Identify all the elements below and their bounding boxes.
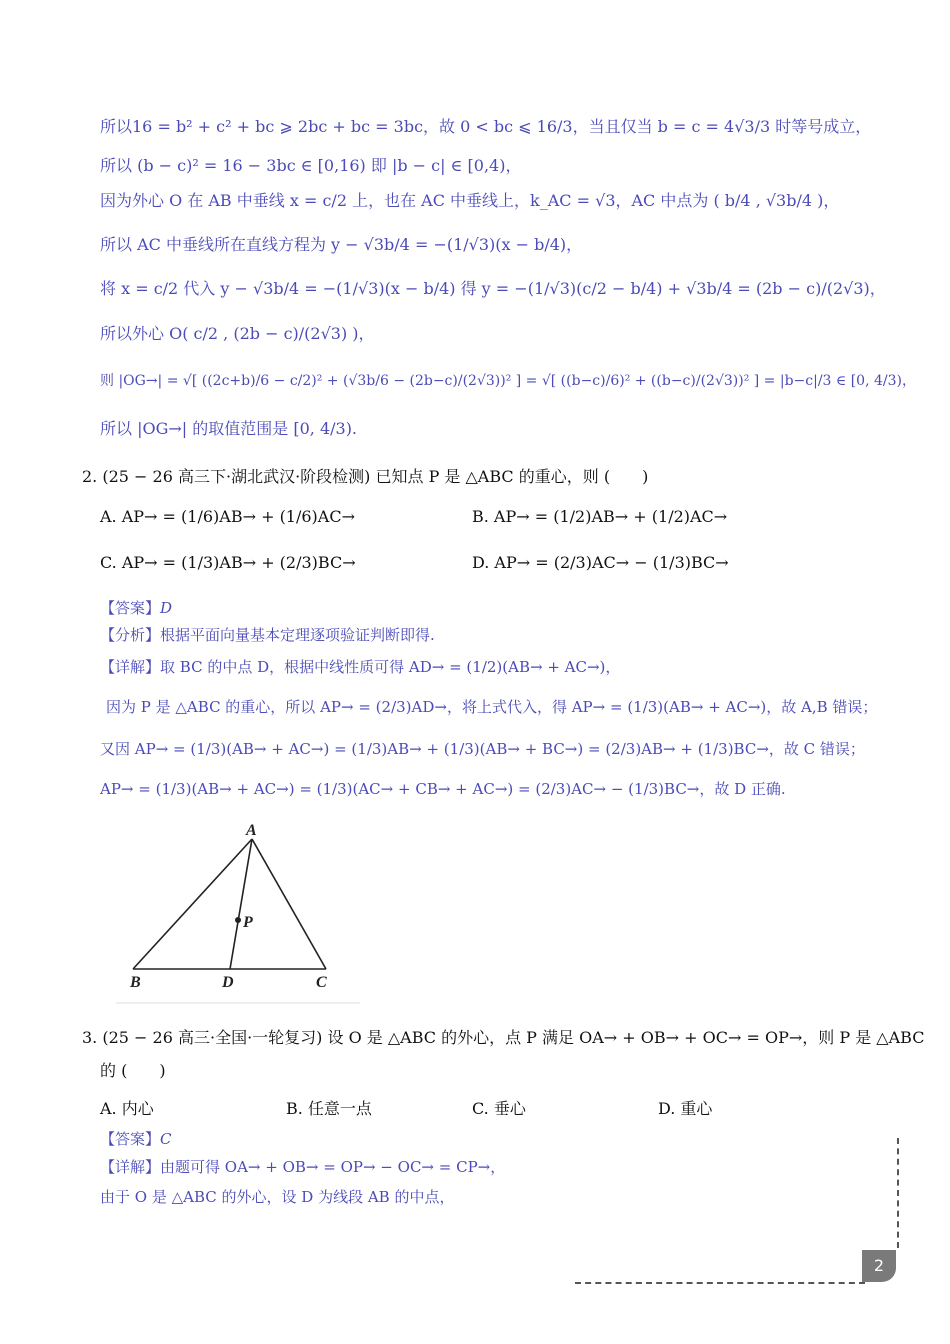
solution-line-5: 将 x = c/2 代入 y − √3b/4 = −(1/√3)(x − b/4) 得 y = −(1/√3)(c/2 − b/4) + √3b/4 = (2b − c)/(2√3)， bbox=[100, 279, 886, 298]
q2-analysis-row bbox=[100, 624, 435, 645]
q2-stem: 2. (25 − 26 高三下·湖北武汉·阶段检测) 已知点 P 是 △ABC 的重心，则 ( ) bbox=[82, 467, 649, 486]
page-border-dash-vertical bbox=[897, 1138, 899, 1248]
q3-detail-row bbox=[100, 1156, 505, 1177]
q3-option-d[interactable]: D. 重心 bbox=[658, 1099, 713, 1118]
q3-option-b[interactable]: B. 任意一点 bbox=[286, 1099, 372, 1118]
triangle-figure bbox=[116, 815, 360, 1005]
answer-tag: 【答案】 bbox=[100, 599, 161, 617]
label-a: A bbox=[246, 822, 257, 839]
q3-option-a[interactable]: A. 内心 bbox=[100, 1099, 154, 1118]
q3-stem-line-1: 3. (25 − 26 高三·全国·一轮复习) 设 O 是 △ABC 的外心，点 P 满足 OA→ + OB→ + OC→ = OP→，则 P 是 △ABC bbox=[82, 1028, 925, 1047]
solution-line-7: 则 |OG→| = √[ ((2c+b)/6 − c/2)² + (√3b/6 − (2b−c)/(2√3))² ] = √[ ((b−c)/6)² + ((b−c)/(2√3))² ] = |b−c|/3 ∈ [0, 4/3)， bbox=[100, 373, 916, 389]
q2-detail-line-2: 因为 P 是 △ABC 的重心，所以 AP→ = (2/3)AD→，将上式代入，得 AP→ = (1/3)(AB→ + AC→)，故 A,B 错误； bbox=[106, 698, 878, 716]
q2-detail-row bbox=[100, 656, 620, 677]
detail-line-1: 取 BC 的中点 D，根据中线性质可得 AD→ = (1/2)(AB→ + AC→)， bbox=[160, 658, 621, 676]
q3-option-c[interactable]: C. 垂心 bbox=[472, 1099, 526, 1118]
solution-line-3: 因为外心 O 在 AB 中垂线 x = c/2 上，也在 AC 中垂线上，k_AC = √3，AC 中点为 ( b/4 , √3b/4 )， bbox=[100, 191, 840, 210]
q3-answer-row bbox=[100, 1128, 172, 1149]
q2-option-a[interactable]: A. AP→ = (1/6)AB→ + (1/6)AC→ bbox=[100, 507, 355, 526]
label-p: P bbox=[243, 914, 253, 931]
solution-line-2: 所以 (b − c)² = 16 − 3bc ∈ [0,16) 即 |b − c| ∈ [0,4)， bbox=[100, 156, 522, 175]
answer-value: C bbox=[160, 1130, 172, 1148]
solution-line-1: 所以16 = b² + c² + bc ⩾ 2bc + bc = 3bc，故 0 < bc ⩽ 16/3，当且仅当 b = c = 4√3/3 时等号成立， bbox=[100, 117, 872, 136]
solution-line-4: 所以 AC 中垂线所在直线方程为 y − √3b/4 = −(1/√3)(x − b/4)， bbox=[100, 235, 583, 254]
q2-option-c[interactable]: C. AP→ = (1/3)AB→ + (2/3)BC→ bbox=[100, 553, 356, 572]
q3-stem-line-2: 的 ( ) bbox=[100, 1061, 166, 1080]
answer-value: D bbox=[160, 599, 173, 617]
q3-detail-line-2: 由于 O 是 △ABC 的外心，设 D 为线段 AB 的中点， bbox=[100, 1188, 455, 1206]
page-number: 2 bbox=[862, 1250, 896, 1282]
label-b: B bbox=[130, 974, 141, 991]
detail-tag: 【详解】 bbox=[100, 1158, 161, 1176]
q2-answer-row bbox=[100, 597, 172, 618]
label-c: C bbox=[316, 974, 327, 991]
detail-line-1: 由题可得 OA→ + OB→ = OP→ − OC→ = CP→， bbox=[160, 1158, 506, 1176]
q2-detail-line-3: 又因 AP→ = (1/3)(AB→ + AC→) = (1/3)AB→ + (1/3)(AB→ + BC→) = (2/3)AB→ + (1/3)BC→，故 C 错误； bbox=[100, 740, 865, 758]
analysis-tag: 【分析】 bbox=[100, 626, 161, 644]
detail-tag: 【详解】 bbox=[100, 658, 161, 676]
solution-line-6: 所以外心 O( c/2 , (2b − c)/(2√3) )， bbox=[100, 324, 375, 343]
q2-option-d[interactable]: D. AP→ = (2/3)AC→ − (1/3)BC→ bbox=[472, 553, 729, 572]
answer-tag: 【答案】 bbox=[100, 1130, 161, 1148]
label-d: D bbox=[222, 974, 234, 991]
analysis-text: 根据平面向量基本定理逐项验证判断即得. bbox=[160, 626, 435, 644]
q2-option-b[interactable]: B. AP→ = (1/2)AB→ + (1/2)AC→ bbox=[472, 507, 728, 526]
solution-line-8: 所以 |OG→| 的取值范围是 [0, 4/3). bbox=[100, 419, 358, 438]
page-border-dash-horizontal bbox=[575, 1282, 865, 1284]
q2-detail-line-4: AP→ = (1/3)(AB→ + AC→) = (1/3)(AC→ + CB→ + AC→) = (2/3)AC→ − (1/3)BC→，故 D 正确. bbox=[100, 780, 786, 798]
